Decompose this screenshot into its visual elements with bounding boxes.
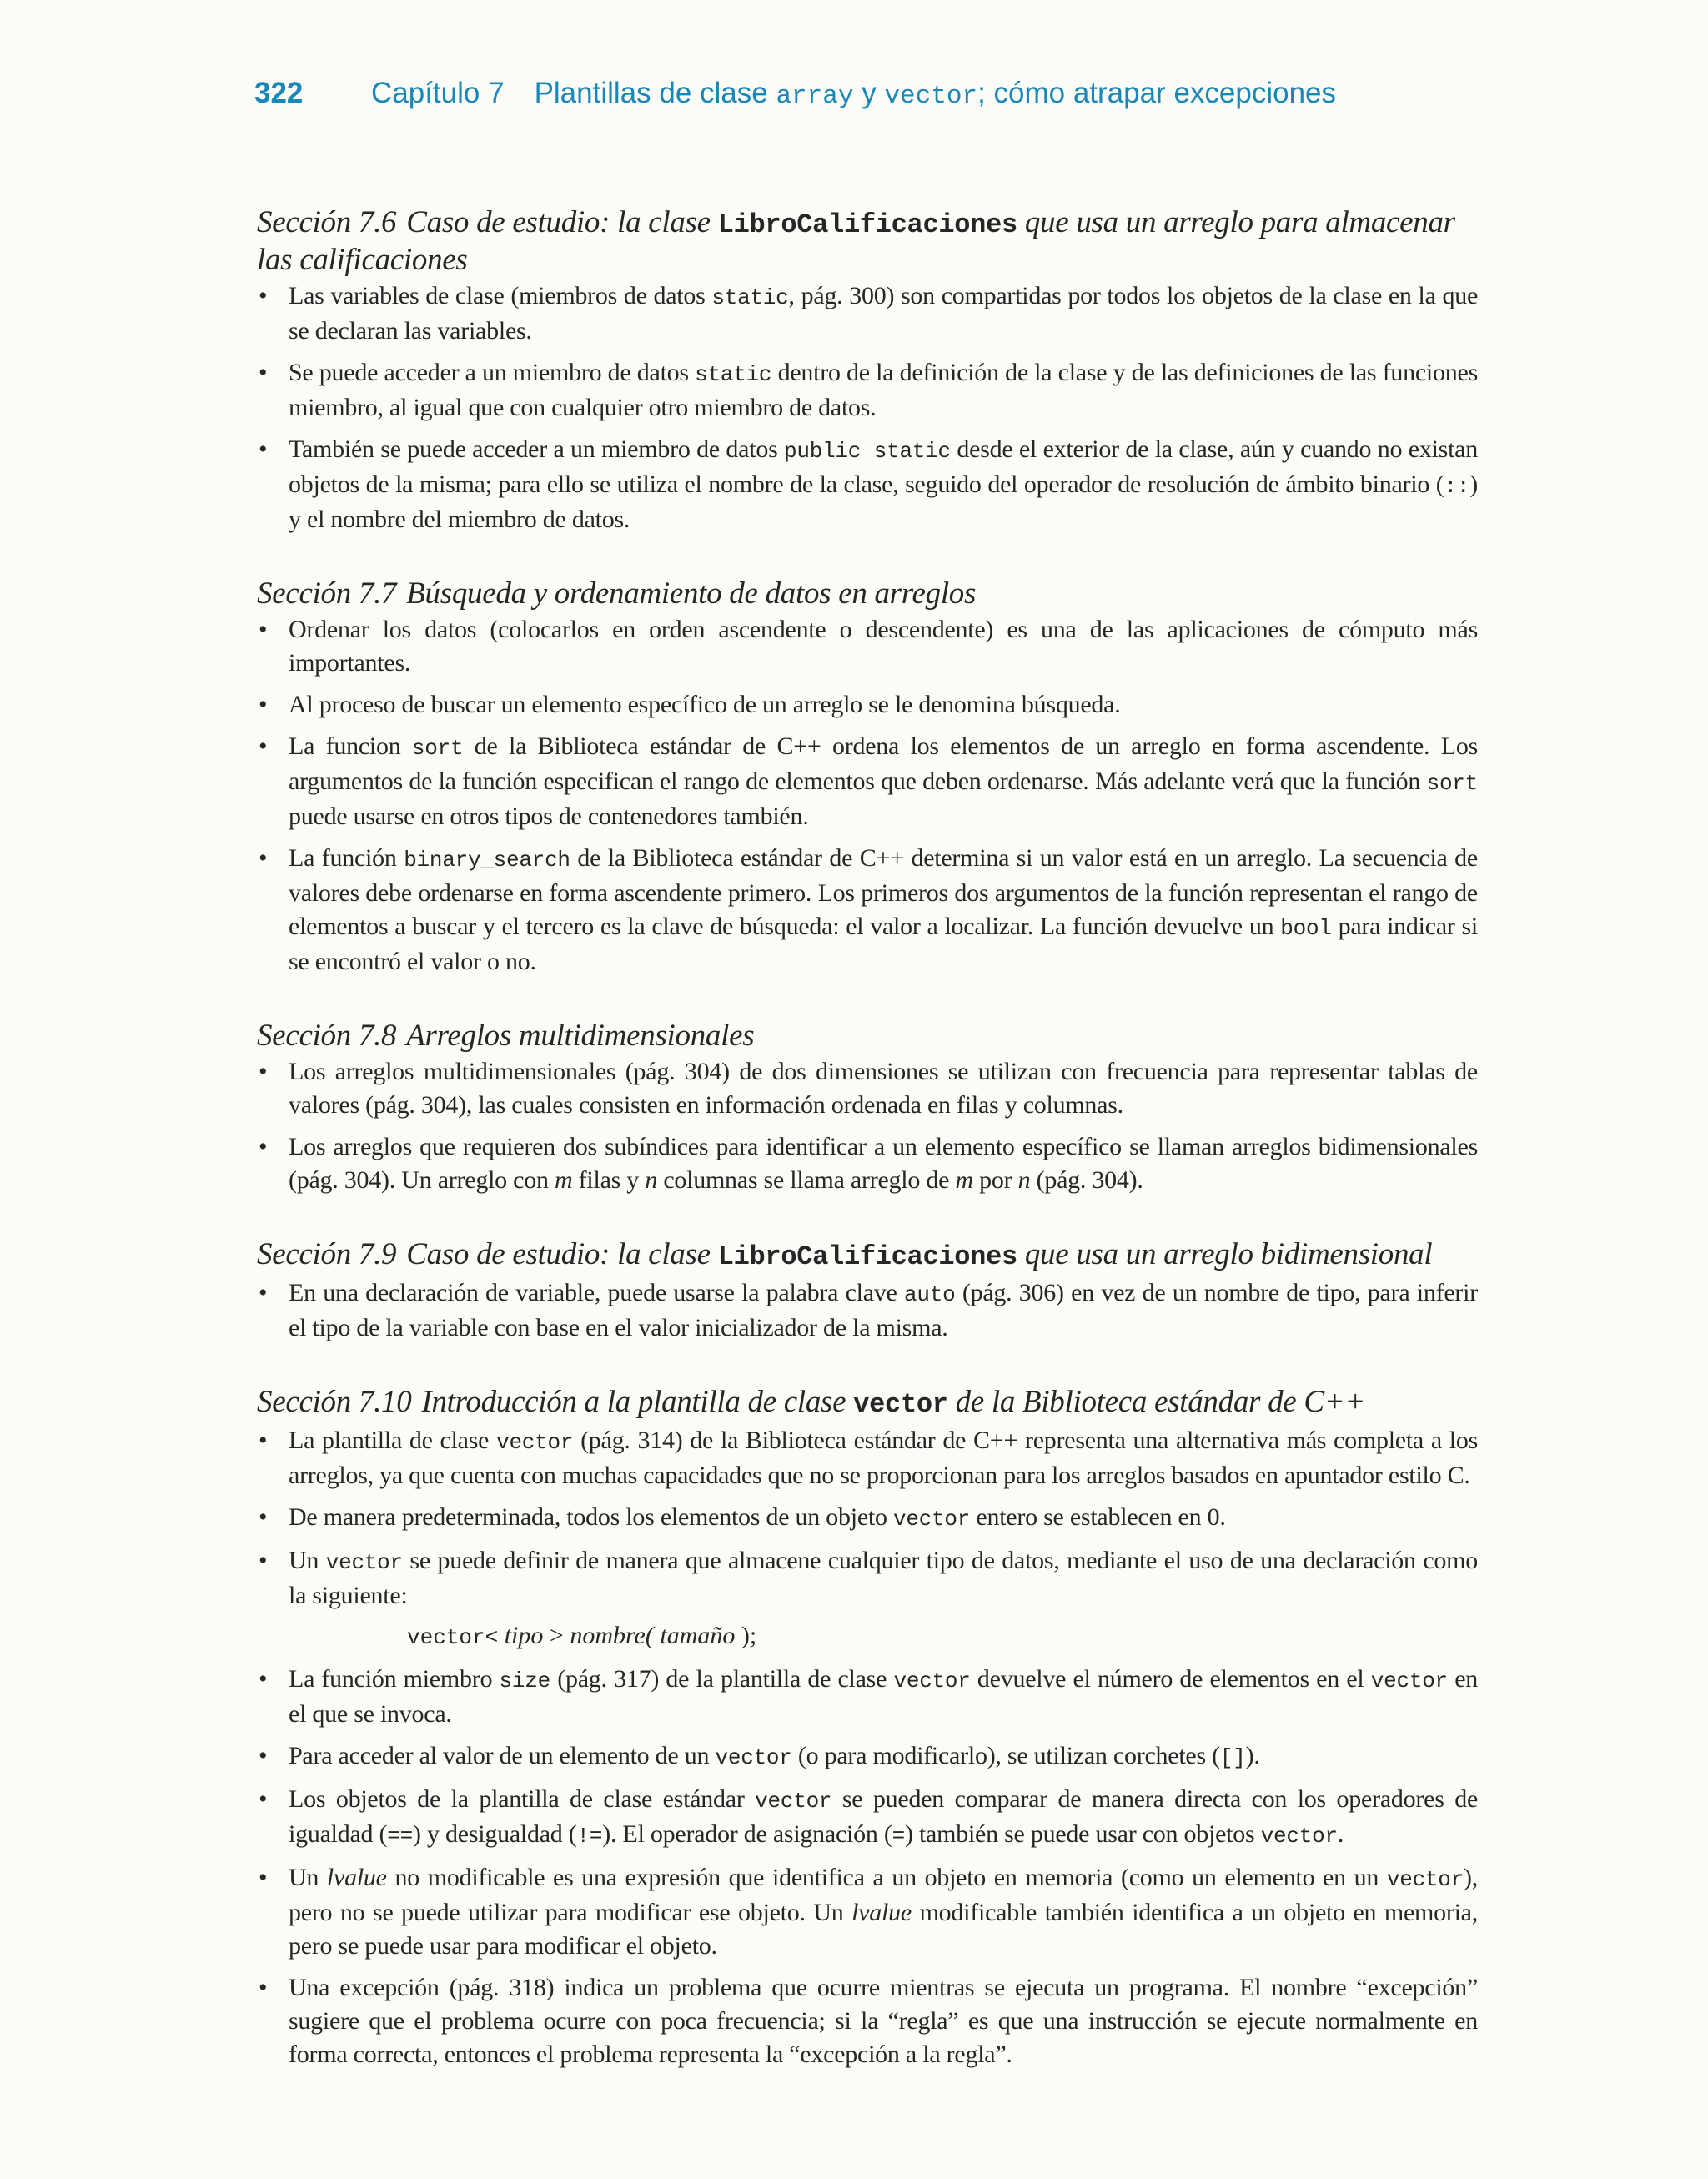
list-item: • La plantilla de clase vector (pág. 314) de la Biblioteca estándar de C++ representa una alternativa más completa a los arreglos, ya que cuenta con muchas capacidades que no se proporcionan para los arreglos basados en apuntador estilo C. [257, 1424, 1478, 1492]
summary-body [257, 205, 1478, 2111]
section-7-10 [257, 1385, 1478, 2071]
list-item: • La función miembro size (pág. 317) de la plantilla de clase vector devuelve el número de elementos en el vector en el que se invoca. [257, 1663, 1478, 1731]
list-item: • Los arreglos multidimensionales (pág. 304) de dos dimensiones se utilizan con frecuencia para representar tablas de valores (pág. 304), las cuales consisten en información ordenada en filas y columnas. [257, 1055, 1478, 1122]
bullet-list [257, 613, 1478, 979]
list-item: • Un vector se puede definir de manera que almacene cualquier tipo de datos, mediante el uso de una declaración como la siguiente: [257, 1544, 1478, 1613]
page-number: 322 [254, 77, 304, 109]
list-item: • Ordenar los datos (colocarlos en orden ascendente o descendente) es una de las aplicaciones de cómputo más importantes. [257, 613, 1478, 680]
list-item: • Para acceder al valor de un elemento de un vector (o para modificarlo), se utilizan corchetes ([]). [257, 1739, 1478, 1774]
section-7-9 [257, 1237, 1478, 1345]
bullet-list [257, 1276, 1478, 1345]
list-item: • La funcion sort de la Biblioteca estándar de C++ ordena los elementos de un arreglo en forma ascendente. Los argumentos de la función especifican el rango de elementos que deben ordenarse. Más adelante verá que la función sort puede usarse en otros tipos de contenedores también. [257, 730, 1478, 833]
list-item: • De manera predeterminada, todos los elementos de un objeto vector entero se establecen en 0. [257, 1501, 1478, 1536]
list-item: • También se puede acceder a un miembro de datos public static desde el exterior de la clase, aún y cuando no existan objetos de la misma; para ello se utiliza el nombre de la clase, seguido del operador de resolución de ámbito binario (::) y el nombre del miembro de datos. [257, 433, 1478, 536]
section-7-7 [257, 576, 1478, 979]
section-heading: Sección 7.6 Caso de estudio: la clase LibroCalificaciones que usa un arreglo para almacenar las calificaciones [257, 205, 1455, 277]
bullet-list [257, 1424, 1478, 1613]
code-example: vector< tipo > nombre( tamaño ); [407, 1622, 757, 1650]
header-title-code1: array [776, 82, 854, 111]
list-item: • Se puede acceder a un miembro de datos static dentro de la definición de la clase y de las definiciones de las funciones miembro, al igual que con cualquier otro miembro de datos. [257, 356, 1478, 425]
header-title-part1: Plantillas de clase [534, 77, 768, 109]
list-item: • En una declaración de variable, puede usarse la palabra clave auto (pág. 306) en vez de un nombre de tipo, para inferir el tipo de la variable con base en el valor inicializador de la misma. [257, 1276, 1478, 1345]
list-item: • Al proceso de buscar un elemento específico de un arreglo se le denomina búsqueda. [257, 688, 1478, 722]
section-7-6 [257, 205, 1478, 536]
section-heading: Sección 7.7 Búsqueda y ordenamiento de datos en arreglos [257, 576, 977, 611]
section-heading: Sección 7.10 Introducción a la plantilla de clase vector de la Biblioteca estándar de C++ [257, 1385, 1366, 1420]
bullet-list [257, 279, 1478, 536]
chapter-label: Capítulo 7 [371, 77, 505, 109]
header-title-part2: y [862, 77, 877, 109]
list-item: • La función binary_search de la Biblioteca estándar de C++ determina si un valor está en un arreglo. La secuencia de valores debe ordenarse en forma ascendente primero. Los primeros dos argumentos de la función representan el rango de elementos a buscar y el tercero es la clave de búsqueda: el valor a localizar. La función devuelve un bool para indicar si se encontró el valor o no. [257, 842, 1478, 979]
bullet-list [257, 1663, 1478, 2071]
header-title-part3: ; cómo atrapar excepciones [977, 77, 1337, 109]
list-item: • Las variables de clase (miembros de datos static, pág. 300) son compartidas por todos los objetos de la clase en la que se declaran las variables. [257, 279, 1478, 348]
section-heading: Sección 7.8 Arreglos multidimensionales [257, 1019, 755, 1053]
section-heading: Sección 7.9 Caso de estudio: la clase LibroCalificaciones que usa un arreglo bidimensional [257, 1237, 1433, 1272]
bullet-list [257, 1055, 1478, 1197]
section-7-8 [257, 1019, 1478, 1197]
header-title-code2: vector [884, 82, 978, 111]
list-item: • Los objetos de la plantilla de clase estándar vector se pueden comparar de manera directa con los operadores de igualdad (==) y desigualdad (!=). El operador de asignación (=) también se puede usar con objetos vector. [257, 1783, 1478, 1853]
list-item: • Un lvalue no modificable es una expresión que identifica a un objeto en memoria (como un elemento en un vector), pero no se puede utilizar para modificar ese objeto. Un lvalue modificable también identifica a un objeto en memoria, pero se puede usar para modificar el objeto. [257, 1861, 1478, 1963]
running-head [254, 77, 1336, 111]
list-item: • Una excepción (pág. 318) indica un problema que ocurre mientras se ejecuta un programa. El nombre “excepción” sugiere que el problema ocurre con poca frecuencia; si la “regla” es que una instrucción se ejecute normalmente en forma correcta, entonces el problema representa la “excepción a la regla”. [257, 1971, 1478, 2071]
list-item: • Los arreglos que requieren dos subíndices para identificar a un elemento específico se llaman arreglos bidimensionales (pág. 304). Un arreglo con m filas y n columnas se llama arreglo de m por n (pág. 304). [257, 1130, 1478, 1197]
